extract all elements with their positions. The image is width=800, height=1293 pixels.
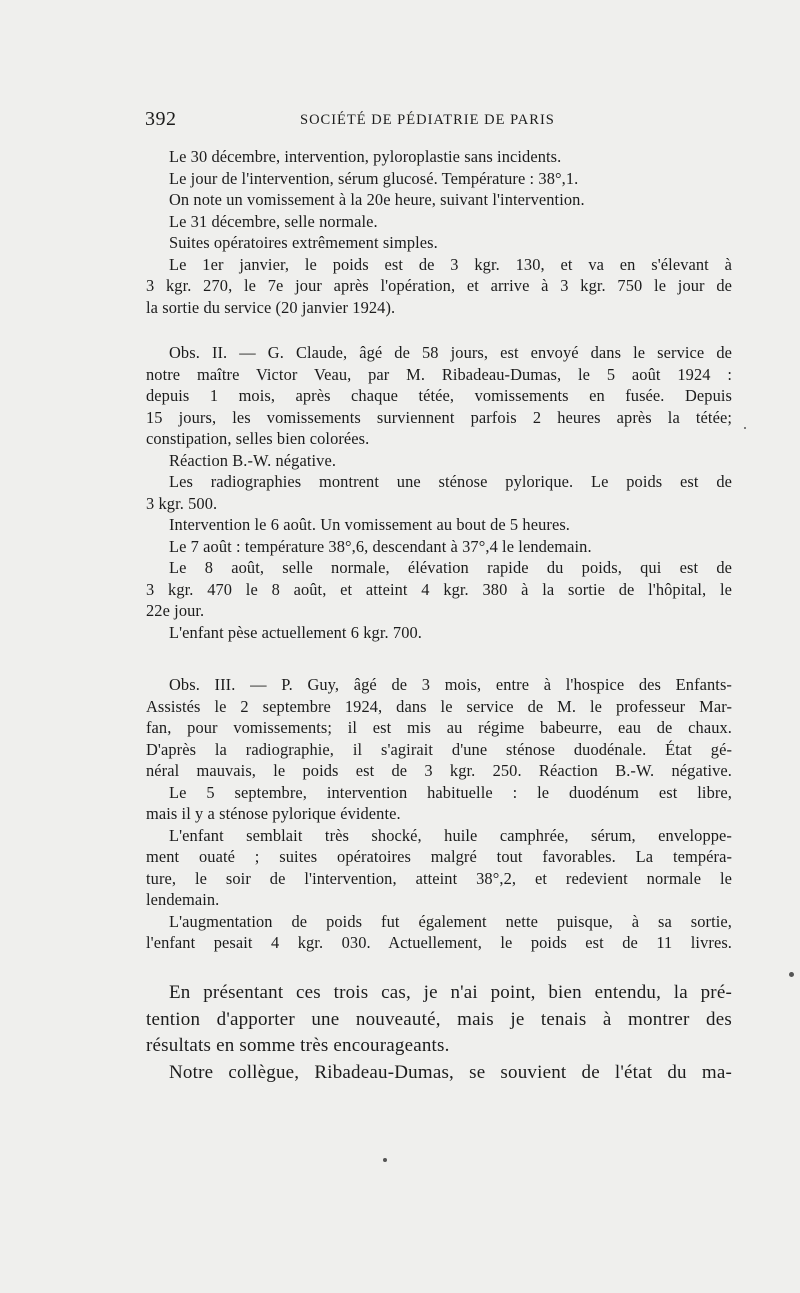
paragraph-line: L'enfant pèse actuellement 6 kgr. 700.	[169, 622, 422, 642]
print-speck	[383, 1158, 387, 1162]
paragraph-line: ture, le soir de l'intervention, atteint 38°,2, et redevient normale le	[146, 868, 732, 888]
paragraph-line: Notre collègue, Ribadeau-Dumas, se souvient de l'état du ma-	[169, 1061, 732, 1083]
discussion-paragraph	[146, 980, 732, 1086]
running-title: SOCIÉTÉ DE PÉDIATRIE DE PARIS	[300, 112, 555, 128]
case-one-continuation	[146, 146, 732, 318]
observation-heading-line: Obs. II. — G. Claude, âgé de 58 jours, est envoyé dans le service de	[169, 343, 732, 362]
page-header	[145, 108, 730, 132]
paragraph-line: notre maître Victor Veau, par M. Ribadeau-Dumas, le 5 août 1924 :	[146, 364, 732, 384]
paragraph-line: L'augmentation de poids fut également nette puisque, à sa sortie,	[169, 911, 732, 931]
paragraph-line: l'enfant pesait 4 kgr. 030. Actuellement, le poids est de 11 livres.	[146, 933, 732, 952]
paragraph-line: Suites opératoires extrêmement simples.	[169, 233, 438, 252]
paragraph-line: Assistés le 2 septembre 1924, dans le service de M. le professeur Mar-	[146, 696, 732, 716]
paragraph-line: Le 7 août : température 38°,6, descendant à 37°,4 le lendemain.	[169, 536, 592, 556]
paragraph-line: 3 kgr. 270, le 7e jour après l'opération, et arrive à 3 kgr. 750 le jour de	[146, 276, 732, 295]
observation-heading-line: Obs. III. — P. Guy, âgé de 3 mois, entre à l'hospice des Enfants-	[169, 675, 732, 694]
paragraph-line: L'enfant semblait très shocké, huile camphrée, sérum, enveloppe-	[169, 825, 732, 845]
paragraph-line: ment ouaté ; suites opératoires malgré tout favorables. La tempéra-	[146, 847, 732, 866]
paragraph-line: la sortie du service (20 janvier 1924).	[146, 297, 396, 317]
paragraph-line: 22e jour.	[146, 601, 205, 620]
paragraph-line: D'après la radiographie, il s'agirait d'une sténose duodénale. État gé-	[146, 739, 732, 759]
paragraph-line: fan, pour vomissements; il est mis au régime babeurre, eau de chaux.	[146, 718, 732, 737]
paragraph-line: Réaction B.-W. négative.	[169, 450, 337, 470]
paragraph-line: Le jour de l'intervention, sérum glucosé. Température : 38°,1.	[169, 168, 579, 188]
page-number: 392	[145, 108, 177, 130]
paragraph-line: constipation, selles bien colorées.	[146, 429, 370, 448]
paragraph-line: 3 kgr. 470 le 8 août, et atteint 4 kgr. 380 à la sortie de l'hôpital, le	[146, 579, 732, 599]
paragraph-line: depuis 1 mois, après chaque tétée, vomissements en fusée. Depuis	[146, 386, 732, 405]
paragraph-line: Le 1er janvier, le poids est de 3 kgr. 130, et va en s'élevant à	[169, 254, 732, 274]
paragraph-line: Les radiographies montrent une sténose pylorique. Le poids est de	[169, 472, 732, 491]
paragraph-line: Intervention le 6 août. Un vomissement au bout de 5 heures.	[169, 515, 571, 534]
paragraph-line: Le 31 décembre, selle normale.	[169, 211, 378, 231]
paragraph-line: On note un vomissement à la 20e heure, suivant l'intervention.	[169, 190, 585, 209]
paragraph-line: Le 5 septembre, intervention habituelle : le duodénum est libre,	[169, 782, 732, 802]
paragraph-line: Le 8 août, selle normale, élévation rapide du poids, qui est de	[169, 558, 732, 577]
paragraph-line: En présentant ces trois cas, je n'ai point, bien entendu, la pré-	[169, 982, 732, 1003]
paragraph-line: lendemain.	[146, 890, 220, 909]
observation-three	[146, 674, 732, 954]
paragraph-line: néral mauvais, le poids est de 3 kgr. 250. Réaction B.-W. négative.	[146, 761, 732, 780]
observation-two	[146, 342, 732, 643]
paragraph-line: Le 30 décembre, intervention, pyloroplastie sans incidents.	[169, 147, 562, 166]
paragraph-line: 15 jours, les vomissements surviennent parfois 2 heures après la tétée;	[146, 407, 732, 427]
paragraph-line: tention d'apporter une nouveauté, mais je tenais à montrer des	[146, 1008, 732, 1030]
paragraph-line: mais il y a sténose pylorique évidente.	[146, 804, 401, 823]
print-speck	[744, 427, 746, 429]
print-speck	[789, 972, 794, 977]
paragraph-line: résultats en somme très encourageants.	[146, 1035, 450, 1056]
paragraph-line: 3 kgr. 500.	[146, 493, 218, 513]
